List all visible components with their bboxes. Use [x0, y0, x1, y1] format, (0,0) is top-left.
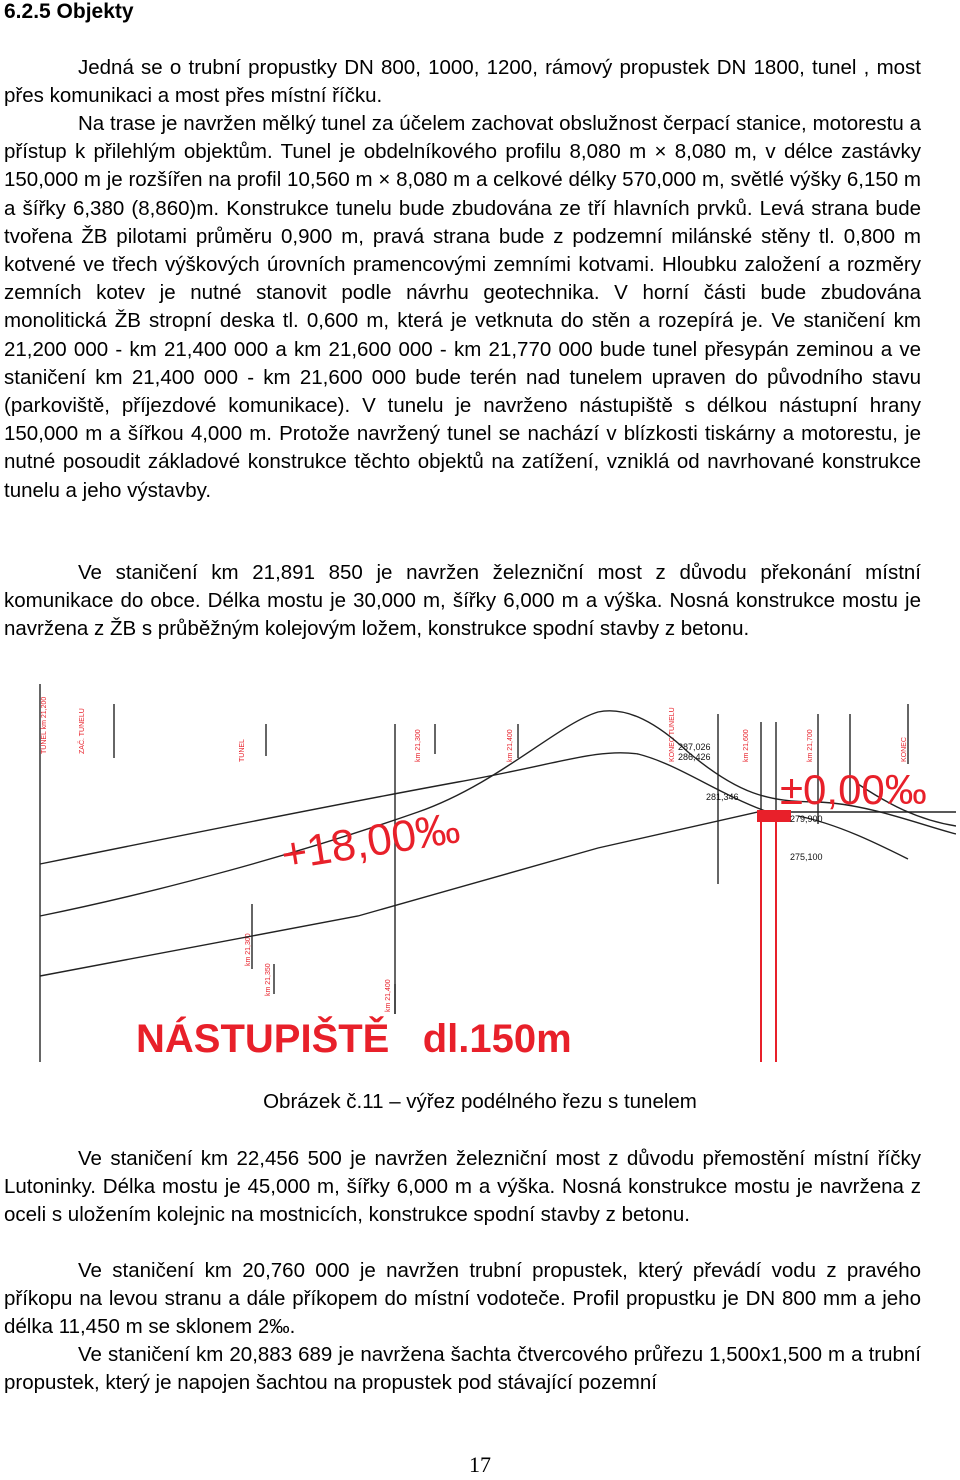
- svg-text:ZAČ. TUNELU: ZAČ. TUNELU: [79, 708, 86, 754]
- elevation-label: 279,900: [790, 814, 823, 824]
- paragraph-culvert: Ve staničení km 20,760 000 je navržen trubní propustek, který převádí vodu z pravého příkopu na levou stranu a dále příkopem do místní vodoteče. Profil propustku je DN 800 mm a jeho délka 11,450 m se sklonem 2‰.: [4, 1259, 921, 1339]
- paragraph-bridge-road: Ve staničení km 21,891 850 je navržen železniční most z důvodu překonání místní komunikace do obce. Délka mostu je 30,000 m, šířky 6,000 m a výška. Nosná konstrukce mostu je navržena z ŽB s průběžným kolejovým ložem, konstrukce spodní stavby z betonu.: [4, 561, 921, 641]
- elevation-label: 286,426: [678, 752, 711, 762]
- svg-text:KONEC: KONEC: [901, 737, 908, 762]
- longitudinal-section-drawing: [38, 684, 956, 1062]
- paragraph-tunnel: Na trase je navržen mělký tunel za účelem zachovat obslužnost čerpací stanice, motorestu a přístup k přilehlým objektům. Tunel je obdelníkového profilu 8,080 m × 8,080 m, v délce zastávky 150,000 m je rozšířen na profil 10,560 m × 8,080 m a celkové délky 570,000 m, světlé výšky 6,150 m a šířky 6,380 (8,860)m. Konstrukce tunelu bude zbudována ze tří hlavních prvků. Levá strana bude tvořena ŽB pilotami průměru 0,900 m, pravá strana bude z podzemní milánské stěny tl. 0,800 m kotvené ve třech výškových úrovních pramencovými zemními kotvami. Hloubku založení a rozměry zemních kotev je nutné stanovit podle návrhu geotechnika. V horní části bude zbudována monolitická ŽB stropní deska tl. 0,600 m, která je vetknuta do stěn a rozepírá je. Ve staničení km 21,200 000 - km 21,400 000 a km 21,600 000 - km 21,770 000 bude tunel přesypán zeminou a ve staničení km 21,400 000 - km 21,600 000 bude terén nad tunelem upraven do původního stavu (parkoviště, příjezdové komunikace). V tunelu je navrženo nástupiště s délkou nástupní hrany 150,000 m a šířkou 4,000 m. Protože navržený tunel se nachází v blízkosti tiskárny a motorestu, je nutné posoudit základové konstrukce těchto objektů na zatížení, vzniklá od navrhované konstrukce tunelu a jeho výstavby.: [4, 112, 921, 502]
- svg-text:km 21,300: km 21,300: [415, 729, 422, 762]
- page-number: 17: [469, 1452, 491, 1477]
- elevation-label: 281,346: [706, 792, 739, 802]
- svg-text:km 21,400: km 21,400: [385, 979, 392, 1012]
- svg-text:TUNEL: TUNEL: [239, 739, 246, 762]
- svg-text:KONEC TUNELU: KONEC TUNELU: [669, 707, 676, 762]
- elevation-label: 287,026: [678, 742, 711, 752]
- longitudinal-section-figure: [38, 684, 956, 1062]
- red-lines: [761, 822, 776, 1062]
- platform-label: NÁSTUPIŠTĚ dl.150m: [136, 1017, 572, 1061]
- svg-text:km 21,700: km 21,700: [807, 729, 814, 762]
- station-labels: [41, 697, 908, 1012]
- svg-text:km 21,600: km 21,600: [743, 729, 750, 762]
- paragraph-objects-intro: Jedná se o trubní propustky DN 800, 1000, 1200, rámový propustek DN 1800, tunel , most přes komunikaci a most přes místní říčku.: [4, 56, 921, 108]
- paragraph-bridge-river: Ve staničení km 22,456 500 je navržen železniční most z důvodu přemostění místní říčky Lutoninky. Délka mostu je 45,000 m, šířky 6,000 m a výška. Nosná konstrukce mostu je navržena z oceli s uložením kolejnic na mostnicích, konstrukce spodní stavby z betonu.: [4, 1147, 921, 1227]
- section-heading: 6.2.5 Objekty: [4, 0, 134, 23]
- svg-text:km 21,300: km 21,300: [245, 933, 252, 966]
- station-lines: [40, 684, 908, 1062]
- grade-left-label: +18,00‰: [277, 803, 464, 880]
- svg-text:km 21,350: km 21,350: [265, 963, 272, 996]
- svg-text:TUNEL km 21,200: TUNEL km 21,200: [41, 696, 48, 754]
- grade-right-label: ±0,00‰: [780, 766, 927, 813]
- figure-caption: Obrázek č.11 – výřez podélného řezu s tunelem: [263, 1090, 697, 1113]
- elevation-label: 275,100: [790, 852, 823, 862]
- paragraph-shaft: Ve staničení km 20,883 689 je navržena šachta čtvercového průřezu 1,500x1,500 m a trubní propustek, který je napojen šachtou na propustek pod stávající pozemní: [4, 1343, 921, 1395]
- svg-text:km 21,400: km 21,400: [507, 729, 514, 762]
